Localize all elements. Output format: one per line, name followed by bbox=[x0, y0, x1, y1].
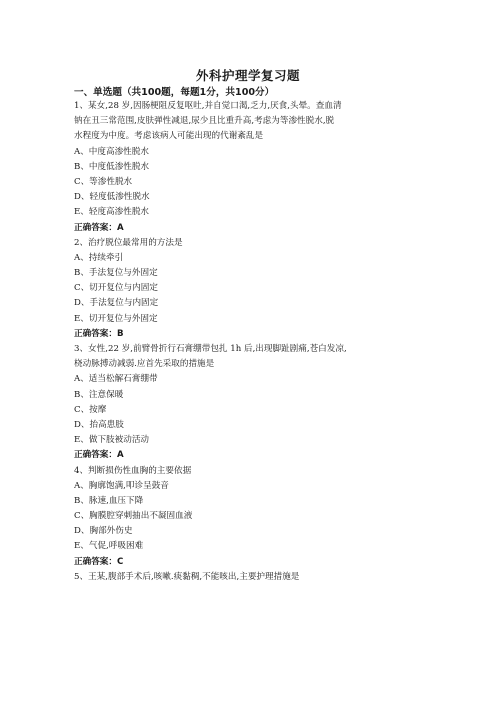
question-block bbox=[74, 570, 424, 585]
answer-option: C、切开复位与内固定 bbox=[74, 283, 158, 294]
question-block bbox=[74, 342, 424, 464]
correct-answer: 正确答案：A bbox=[74, 450, 124, 461]
answer-option: A、中度高渗性脱水 bbox=[74, 146, 149, 157]
answer-option: B、脉速,血压下降 bbox=[74, 495, 144, 506]
answer-option: B、手法复位与外固定 bbox=[74, 268, 158, 279]
correct-answer: 正确答案：B bbox=[74, 328, 124, 339]
answer-option: D、胸部外伤史 bbox=[74, 526, 133, 537]
question-stem-line: 钠在丑三常范围,皮肤弹性减退,尿少且比重升高,考虑为等渗性脱水,脱 bbox=[74, 116, 335, 127]
answer-option: B、注意保暖 bbox=[74, 389, 124, 400]
answer-option: C、按摩 bbox=[74, 404, 107, 415]
answer-option: E、气促,呼吸困难 bbox=[74, 541, 144, 552]
answer-option: A、适当松解石膏绷带 bbox=[74, 374, 158, 385]
question-list bbox=[74, 99, 424, 585]
question-block bbox=[74, 464, 424, 570]
document-title: 外科护理学复习题 bbox=[195, 68, 300, 83]
correct-answer: 正确答案：C bbox=[74, 556, 124, 567]
section-heading: 一、单选题（共100题，每题1分，共100分） bbox=[74, 87, 275, 98]
question-block bbox=[74, 236, 424, 342]
answer-option: A、胸廓饱满,叩诊呈鼓音 bbox=[74, 480, 169, 491]
question-stem-line: 2、治疗脱位最常用的方法是 bbox=[74, 237, 183, 248]
answer-option: E、做下肢被动活动 bbox=[74, 435, 150, 446]
answer-option: B、中度低渗性脱水 bbox=[74, 161, 150, 172]
question-stem-line: 水程度为中度。考虑该病人可能出现的代谢紊乱是 bbox=[74, 131, 264, 142]
answer-option: A、持续牵引 bbox=[74, 252, 124, 263]
answer-option: C、等渗性脱水 bbox=[74, 176, 133, 187]
answer-option: E、轻度高渗性脱水 bbox=[74, 207, 150, 218]
question-stem-line: 1、某女,28 岁,因肠梗阻反复呕吐,并自觉口渴,乏力,厌食,头晕。查血清 bbox=[74, 101, 342, 111]
question-stem-line: 3、女性,22 岁,前臂骨折行石膏绷带包扎 1h 后,出现脚趾剧痛,苍白发凉, bbox=[74, 344, 347, 354]
answer-option: E、切开复位与外固定 bbox=[74, 313, 158, 324]
question-block bbox=[74, 99, 424, 236]
answer-option: D、抬高患肢 bbox=[74, 419, 124, 430]
answer-option: D、手法复位与内固定 bbox=[74, 298, 159, 309]
answer-option: D、轻度低渗性脱水 bbox=[74, 192, 150, 203]
answer-option: C、胸膜腔穿刺抽出不凝固血液 bbox=[74, 511, 193, 522]
question-stem-line: 4、判断损伤性血胸的主要依据 bbox=[74, 465, 192, 476]
correct-answer: 正确答案：A bbox=[74, 222, 124, 233]
question-stem-line: 5、王某,腹部手术后,咳嗽.痰黏稠,不能咳出,主要护理措施是 bbox=[74, 571, 300, 582]
question-stem-line: 桡动脉搏动减弱.应首先采取的措施是 bbox=[74, 359, 215, 370]
